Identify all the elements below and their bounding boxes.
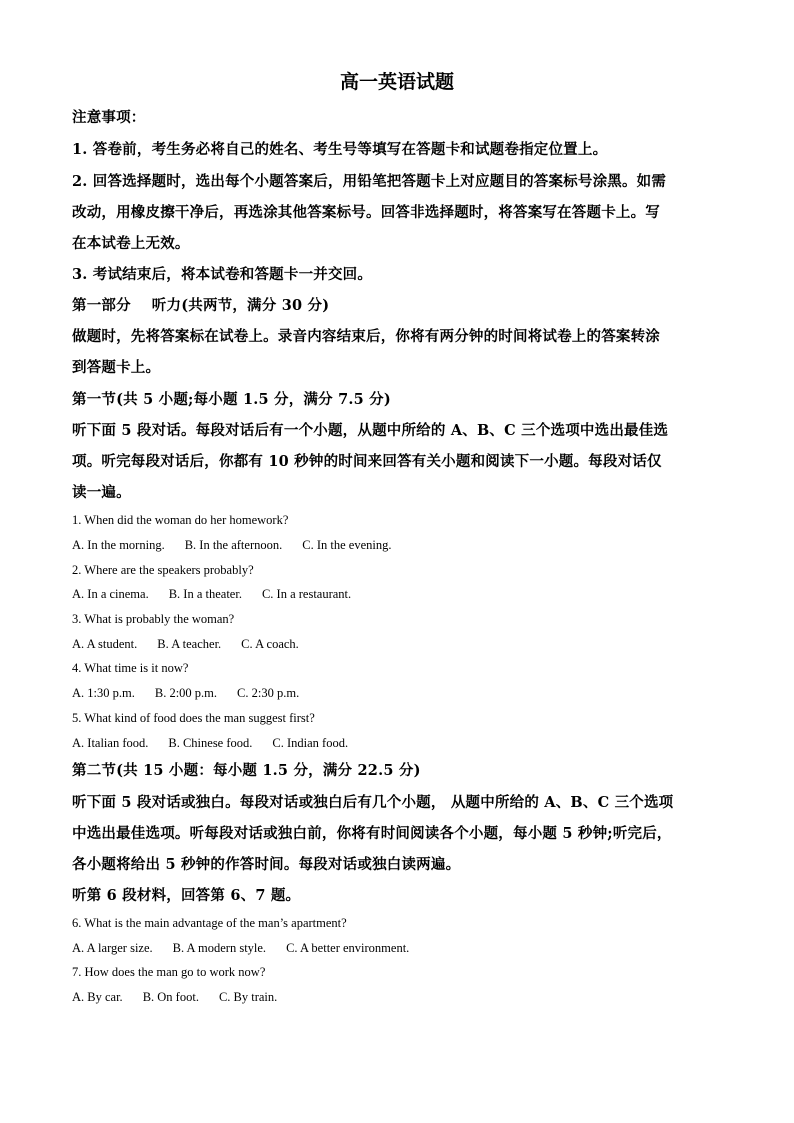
question-stem: 1. When did the woman do her homework? bbox=[72, 513, 289, 527]
option-a: A. A larger size. bbox=[72, 941, 153, 955]
material-instruction: 听第 6 段材料，回答第 6、7 题。 bbox=[72, 887, 301, 904]
question-options bbox=[72, 634, 732, 654]
option-a: A. 1:30 p.m. bbox=[72, 686, 135, 700]
part1-intro-line-2: 到答题卡上。 bbox=[72, 359, 161, 376]
option-a: A. By car. bbox=[72, 990, 123, 1004]
question-options bbox=[72, 938, 732, 958]
option-a: A. Italian food. bbox=[72, 736, 149, 750]
notice-item-2-line-2: 改动，用橡皮擦干净后，再选涂其他答案标号。回答非选择题时，将答案写在答题卡上。写 bbox=[72, 204, 660, 221]
section1-intro-line-1: 听下面 5 段对话。每段对话后有一个小题，从题中所给的 A、B、C 三个选项中选出最佳选 bbox=[72, 422, 669, 439]
option-a: A. In the morning. bbox=[72, 538, 165, 552]
option-a: A. A student. bbox=[72, 637, 138, 651]
option-b: B. A teacher. bbox=[157, 637, 222, 651]
part1-intro-line-1: 做题时，先将答案标在试卷上。录音内容结束后，你将有两分钟的时间将试卷上的答案转涂 bbox=[72, 328, 660, 345]
section1-heading: 第一节(共 5 小题;每小题 1.5 分，满分 7.5 分) bbox=[72, 391, 391, 408]
notice-item-3: 3. 考试结束后，将本试卷和答题卡一并交回。 bbox=[72, 266, 373, 283]
section2-intro-line-2: 中选出最佳选项。听每段对话或独白前，你将有时间阅读各个小题，每小题 5 秒钟;听完后， bbox=[72, 825, 672, 842]
option-b: B. A modern style. bbox=[172, 941, 267, 955]
question-stem: 4. What time is it now? bbox=[72, 661, 189, 675]
option-c: C. 2:30 p.m. bbox=[237, 686, 300, 700]
option-c: C. A coach. bbox=[241, 637, 299, 651]
section1-intro-line-2: 项。听完每段对话后，你都有 10 秒钟的时间来回答有关小题和阅读下一小题。每段对话仅 bbox=[72, 453, 662, 470]
option-b: B. On foot. bbox=[142, 990, 199, 1004]
question-stem: 6. What is the main advantage of the man’s apartment? bbox=[72, 916, 347, 930]
notice-item-1: 1. 答卷前，考生务必将自己的姓名、考生号等填写在答题卡和试题卷指定位置上。 bbox=[72, 141, 608, 158]
section1-intro-line-3: 读一遍。 bbox=[72, 484, 131, 501]
question-stem: 5. What kind of food does the man suggest first? bbox=[72, 711, 315, 725]
question-stem: 3. What is probably the woman? bbox=[72, 612, 235, 626]
option-b: B. In a theater. bbox=[168, 587, 242, 601]
notice-item-2-line-1: 2. 回答选择题时，选出每个小题答案后，用铅笔把答题卡上对应题目的答案标号涂黑。如需 bbox=[72, 173, 667, 190]
question-options bbox=[72, 733, 732, 753]
option-c: C. A better environment. bbox=[286, 941, 410, 955]
question-options bbox=[72, 683, 732, 703]
option-c: C. Indian food. bbox=[272, 736, 349, 750]
question-options bbox=[72, 535, 732, 555]
notice-heading: 注意事项： bbox=[72, 109, 146, 126]
page-title: 高一英语试题 bbox=[339, 71, 454, 93]
section2-intro-line-1: 听下面 5 段对话或独白。每段对话或独白后有几个小题， 从题中所给的 A、B、C 三个选项 bbox=[72, 794, 674, 811]
question-stem: 7. How does the man go to work now? bbox=[72, 965, 266, 979]
option-b: B. 2:00 p.m. bbox=[154, 686, 218, 700]
question-options bbox=[72, 584, 732, 604]
part1-heading: 第一部分 听力(共两节，满分 30 分) bbox=[72, 297, 330, 314]
option-a: A. In a cinema. bbox=[72, 587, 149, 601]
option-c: C. In a restaurant. bbox=[261, 587, 352, 601]
question-options bbox=[72, 987, 732, 1007]
option-b: B. In the afternoon. bbox=[184, 538, 283, 552]
notice-item-2-line-3: 在本试卷上无效。 bbox=[72, 235, 190, 252]
option-b: B. Chinese food. bbox=[168, 736, 253, 750]
question-stem: 2. Where are the speakers probably? bbox=[72, 563, 254, 577]
section2-intro-line-3: 各小题将给出 5 秒钟的作答时间。每段对话或独白读两遍。 bbox=[72, 856, 461, 873]
option-c: C. In the evening. bbox=[302, 538, 392, 552]
section2-heading: 第二节(共 15 小题：每小题 1.5 分，满分 22.5 分) bbox=[72, 762, 421, 779]
option-c: C. By train. bbox=[218, 990, 278, 1004]
